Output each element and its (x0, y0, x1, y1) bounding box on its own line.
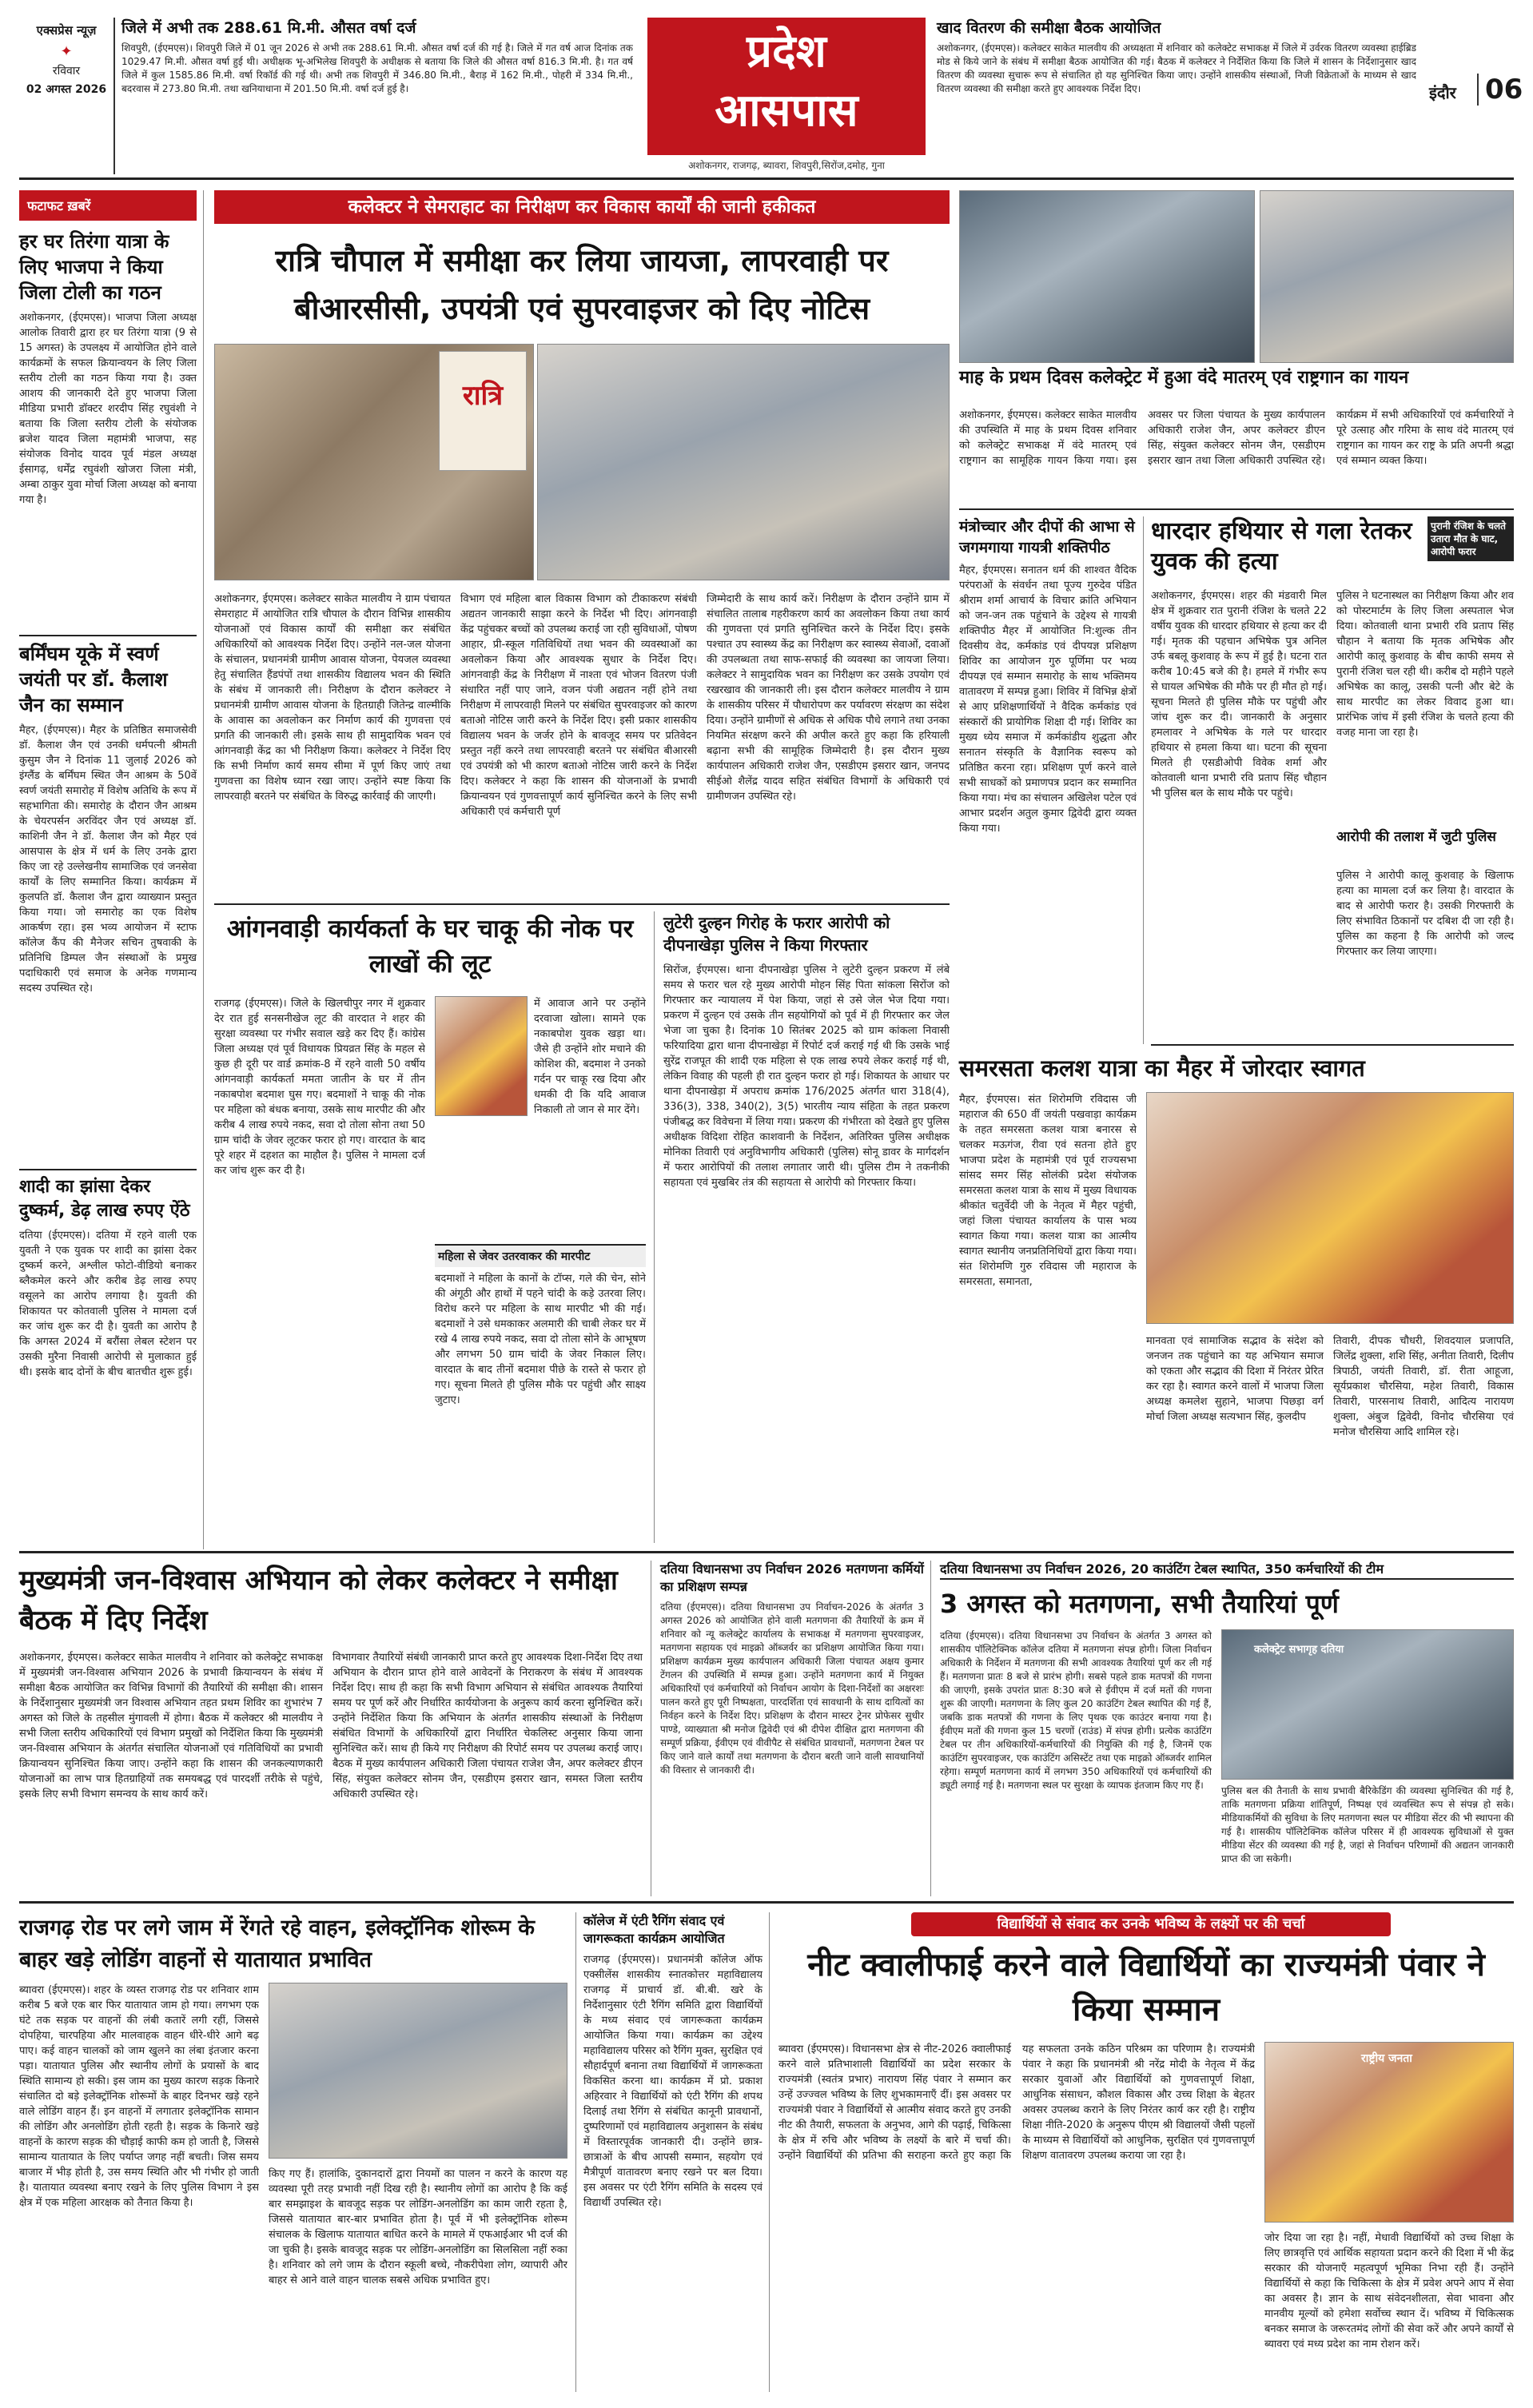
section-rule-1 (19, 1551, 1514, 1553)
masthead-rule (19, 177, 1514, 180)
vande-caption: माह के प्रथम दिवस कलेक्ट्रेट में हुआ वंदे मातरम् एवं राष्ट्रगान का गायन (959, 368, 1409, 388)
section-nameplate (647, 18, 926, 155)
top-right-story (937, 18, 1416, 169)
kalash-body: मैहर, ईएमएस। संत शिरोमणि रविदास जी महाराज की 650 वीं जयंती पखवाड़ा कार्यक्रम के तहत समरसता कलश यात्रा बनारस से चलकर मऊगंज, रीवा एवं सतना होते हुए भाजपा प्रदेश के महामंत्री एवं पूर्व राज्यसभा सांसद समर सिंह सोलंकी प्रदेश संयोजक समरसता कलश यात्रा के साथ में मुख्य विधायक श्रीकांत चतुर्वेदी जी के नेतृत्व में मैहर पहुंची, जहां जिला पंचायत कार्यालय के पास भव्य स्वागत किया गया। कलश यात्रा का आत्मीय स्वागत स्थानीय जनप्रतिनिधियों द्वारा किया गया। संत शिरोमणि गुरु रविदास जी महाराज के समरसता, समानता, (959, 1094, 1137, 1288)
fatafat-divider-2 (19, 1169, 197, 1170)
lead-headline: रात्रि चौपाल में समीक्षा कर लिया जायजा, लापरवाही पर बीआरसीसी, उपयंत्री एवं सुपरवाइजर को दिए नोटिस (275, 243, 889, 326)
col-separator-left (203, 190, 204, 1549)
vande-photo-2 (1260, 190, 1514, 363)
anganwadi-headline: आंगनवाड़ी कार्यकर्ता के घर चाकू की नोक पर लाखों की लूट (226, 915, 634, 979)
datia-count-kicker: दतिया विधानसभा उप निर्वाचन 2026, 20 काउंटिंग टेबल स्थापित, 350 कर्मचारियों की टीम (940, 1561, 1514, 1580)
ornament-icon: ✦ (60, 43, 73, 60)
top-left-headline: जिले में अभी तक 288.61 मि.मी. औसत वर्षा दर्ज (121, 19, 416, 37)
neet-body-2: जोर दिया जा रहा है। नहीं, मेधावी विद्यार्थियों को उच्च शिक्षा के लिए छात्रवृत्ति एवं आर्थिक सहायता प्रदान करने की दिशा में भी केंद्र सरकार की योजनाएँ महत्वपूर्ण भूमिका निभा रही हैं। उन्होंने विद्यार्थियों से कहा कि चिकित्सा के क्षेत्र में प्रवेश अपने आप में सेवा का अवसर है। ज्ञान के साथ संवेदनशीलता, सेवा भावना और मानवीय मूल्यों को हमेशा सर्वोच्च स्थान दें। भविष्य में चिकित्सक बनकर समाज के जरूरतमंद लोगों की सेवा करें और अपने कार्यों से ब्यावरा एवं मध्य प्रदेश का नाम रोशन करें। (1264, 2232, 1514, 2350)
col-separator-gayatri (1143, 516, 1144, 1044)
paper-name-box (19, 18, 115, 174)
datia-training-body: दतिया (ईएमएस)। दतिया विधानसभा उप निर्वाचन-2026 के अंतर्गत 3 अगस्त 2026 को आयोजित होने वाली मतगणना की तैयारियों के क्रम में शनिवार को न्यू कलेक्ट्रेट कार्यालय के सभाकक्ष में मतगणना सुपरवाइजर, मतगणना सहायक एवं माइक्रो ऑब्जर्वर का प्रशिक्षण आयोजित किया गया। प्रशिक्षण कार्यक्रम मुख्य कार्यपालन अधिकारी जिला पंचायत अक्षय कुमार टेंगलन की उपस्थिति में सम्पन्न हुआ। उन्होंने मतगणना कार्य में नियुक्त अधिकारियों एवं कर्मचारियों को निर्वाचन आयोग के दिशा-निर्देशों का अक्षरशः पालन करते हुए पूरी निष्पक्षता, पारदर्शिता एवं सावधानी के साथ दायित्वों का निर्वहन करने के निर्देश दिए। प्रशिक्षण के दौरान मास्टर ट्रेनर प्रोफेसर सुधीर पाण्डे, व्याख्याता श्री मनोज द्विवेदी एवं श्री दीपेश दीक्षित द्वारा मतगणना की सम्पूर्ण प्रक्रिया, ईवीएम एवं वीवीपैट से संबंधित प्रावधानों, मतगणना टेबल पर किए जाने वाले कार्यों तथा मतगणना के दौरान बरती जाने वाली सावधानियों की विस्तार से जानकारी दी। (660, 1601, 924, 1776)
anganwadi-body-right: में आवाज आने पर उन्होंने दरवाजा खोला। सामने एक नकाबपोश युवक खड़ा था। जैसे ही उन्होंने शोर मचाने की कोशिश की, बदमाश ने उनको गर्दन पर चाकू रख दिया और धमकी दी कि यदि आवाज निकाली तो जान से मार देंगे। (534, 998, 646, 1116)
murder-body-2: पुलिस ने घटनास्थल का निरीक्षण किया और शव को पोस्टमार्टम के लिए जिला अस्पताल भेज दिया। कोतवाली थाना प्रभारी रवि प्रताप सिंह चौहान ने बताया कि मृतक अभिषेक और आरोपी कालू कुशवाह के बीच काफी समय से पुरानी रंजिश चल रही थी। करीब दो महीने पहले अभिषेक का कालू, उसकी पत्नी और बेटे के साथ मारपीट का लेकर विवाद हुआ था। प्रारंभिक जांच में इसी रंजिश के चलते हत्या की वजह माना जा रहा है। (1336, 590, 1514, 739)
anganwadi-photo (435, 996, 528, 1116)
anganwadi-sub-body: बदमाशों ने महिला के कानों के टॉप्स, गले की चेन, सोने की अंगूठी और हाथों में पहने चांदी के कड़े उतरवा लिए। विरोध करने पर महिला के साथ मारपीट भी की गई। बदमाशों ने उसे धमकाकर अलमारी की चाबी लेकर घर में रखे 4 लाख रुपये नकद, सवा दो तोला सोने के आभूषण और लगभग 50 ग्राम चांदी के जेवर निकाल लिए। वारदात के बाद तीनों बदमाश पीछे के रास्ते से फरार हो गए। सूचना मिलते ही पुलिस मौके पर पहुंची और साक्ष्य जुटाए। (435, 1273, 646, 1406)
lead-kicker: कलेक्टर ने सेमराहाट का निरीक्षण कर विकास कार्यों की जानी हकीकत (214, 190, 950, 224)
murder-body: अशोकनगर, ईएमएस। शहर की मंडवारी मिल क्षेत्र में शुक्रवार रात पुरानी रंजिश के चलते 22 वर्षीय युवक की धारदार हथियार से हत्या कर दी गई। मृतक की पहचान अभिषेक पुत्र अनिल उर्फ बबलू कुशवाह के रूप में हुई है। घटना रात करीब 10:45 बजे की है। हमले में गंभीर रूप से घायल अभिषेक की मौके पर ही मौत हो गई। सूचना मिलते ही पुलिस मौके पर पहुंची और जांच शुरू कर दी। जानकारी के अनुसार हमलावर ने अभिषेक के गले पर धारदार हथियार से हमला किया था। घटना की सूचना मिलते ही एसडीओपी विवेक शर्मा और कोतवाली थाना प्रभारी रवि प्रताप सिंह चौहान भी पुलिस बल के साथ मौके पर पहुंचे। (1151, 590, 1327, 799)
lead-col-2: विभाग एवं महिला बाल विकास विभाग को टीकाकरण संबंधी अद्यतन जानकारी साझा करने के निर्देश भी दिए। आंगनवाड़ी केंद्र पहुंचकर बच्चों को उपलब्ध कराई जा रही सुविधाओं, पोषण आहार, प्री-स्कूल गतिविधियों तथा भवन की व्यवस्थाओं का अवलोकन किया और आवश्यक सुधार के निर्देश दिए। आंगनवाड़ी केंद्र के निरीक्षण में नाश्ता एवं भोजन वितरण पंजी संधारित नहीं पाए जाने, वजन पंजी अद्यतन नहीं होने तथा निरीक्षण में लापरवाही मिलने पर संबंधित सुपरवाइजर को कारण बताओ नोटिस जारी करने के निर्देश दिए। इसी प्रकार शासकीय विद्यालय भवन के जर्जर होने के बावजूद समय पर प्रतिवेदन प्रस्तुत नहीं करने तथा लापरवाही बरतने पर संबंधित बीआरसी एवं उपयंत्री को भी कारण बताओ नोटिस जारी करने के निर्देश दिए। कलेक्टर ने कहा कि शासन की योजनाओं के प्रभावी क्रियान्वयन एवं गुणवत्तापूर्ण कार्य सुनिश्चित करने के लिए सभी अधिकारी एवं कर्मचारी पूर्ण (460, 593, 697, 818)
top-left-story (121, 18, 633, 153)
fatafat-label: फटाफट ख़बरें (19, 190, 197, 221)
loot-bride-body: सिरोंज, ईएमएस। थाना दीपनाखेड़ा पुलिस ने लुटेरी दुल्हन प्रकरण में लंबे समय से फरार चल रहे मुख्य आरोपी मोहन सिंह पिता सांकला सिरोंज को गिरफ्तार कर न्यायालय में पेश किया, जहां से उसे जेल भेज दिया गया। प्रकरण में दुल्हन एवं उसके तीन सहयोगियों को पूर्व में ही गिरफ्तार कर जेल भेजा जा चुका है। दिनांक 10 सितंबर 2025 को ग्राम कांकला निवासी फरियादिया द्वारा थाना दीपनाखेड़ा में रिपोर्ट दर्ज कराई गई थी कि उसके भाई सुरेंद्र राजपूत की शादी एक महिला से एक लाख रुपये लेकर कराई गई थी, लेकिन विवाह की पहली ही रात दुल्हन फरार हो गई। शिकायत के आधार पर थाना दीपनाखेड़ा में अपराध क्रमांक 176/2025 अंतर्गत धारा 318(4), 336(3), 338, 340(2), 3(5) भारतीय न्याय संहिता के तहत प्रकरण पंजीबद्ध कर विवेचना में लिया गया। प्रकरण की गंभीरता को देखते हुए पुलिस अधीक्षक विदिशा रोहित काशवानी के निर्देशन, अतिरिक्त पुलिस अधीक्षक मोनिका तिवारी एवं अनुविभागीय अधिकारी (पुलिस) सोनू डावर के मार्गदर्शन में फरार आरोपियों की तलाश लगातार जारी थी। पुलिस टीम ने तकनीकी सहायता एवं मुखबिर तंत्र की सहायता से आरोपी को गिरफ्तार किया। (663, 964, 950, 1189)
jam-headline: राजगढ़ रोड पर लगे जाम में रेंगते रहे वाहन, इलेक्ट्रॉनिक शोरूम के बाहर खड़े लोडिंग वाहनों से यातायात प्रभावित (19, 1916, 535, 1972)
datia-count-body: दतिया (ईएमएस)। दतिया विधानसभा उप निर्वाचन के अंतर्गत 3 अगस्त को शासकीय पॉलिटेक्निक कॉलेज दतिया में मतगणना संपन्न होगी। जिला निर्वाचन अधिकारी के निर्देशन में मतगणना की सभी आवश्यक तैयारियां पूर्ण कर ली गई हैं। मतगणना प्रातः 8 बजे से प्रारंभ होगी। सबसे पहले डाक मतपत्रों की गणना की जाएगी, इसके उपरांत प्रातः 8:30 बजे से ईवीएम में दर्ज मतों की गणना शुरू की जाएगी। मतगणना के लिए कुल 20 काउंटिंग टेबल स्थापित की गई हैं, जबकि डाक मतपत्रों की गणना के लिए पृथक एक काउंटर बनाया गया है। ईवीएम मतों की गणना कुल 15 चरणों (राउंड) में संपन्न होगी। प्रत्येक काउंटिंग टेबल पर तीन अधिकारियों-कर्मचारियों की नियुक्ति की गई है, जिनमें एक काउंटिंग सुपरवाइजर, एक काउंटिंग असिस्टेंट तथा एक माइक्रो ऑब्जर्वर शामिल रहेगा। सम्पूर्ण मतगणना कार्य में लगभग 350 अधिकारियों एवं कर्मचारियों की ड्यूटी लगाई गई है। मतगणना स्थल पर सुरक्षा के व्यापक इंतजाम किए गए हैं। (940, 1630, 1212, 1791)
jam-body: ब्यावरा (ईएमएस)। शहर के व्यस्त राजगढ़ रोड पर शनिवार शाम करीब 5 बजे एक बार फिर यातायात जाम हो गया। लगभग एक घंटे तक सड़क पर वाहनों की लंबी कतारें लगी रहीं, जिससे दोपहिया, चारपहिया और मालवाहक वाहन धीरे-धीरे आगे बढ़ पाए। कई वाहन चालकों को जाम खुलने का लंबा इंतजार करना पड़ा। यातायात पुलिस और स्थानीय लोगों के प्रयासों के बाद स्थिति सामान्य हो सकी। इस जाम का मुख्य कारण सड़क किनारे संचालित दो बड़े इलेक्ट्रॉनिक शोरूमों के बाहर दिनभर खड़े रहने वाले लोडिंग वाहन हैं। इन वाहनों में लगातार इलेक्ट्रॉनिक सामान की लोडिंग और अनलोडिंग होती रहती है। सड़क के किनारे खड़े वाहनों के कारण सड़क की चौड़ाई काफी कम हो जाती है, जिससे सामान्य यातायात के लिए पर्याप्त जगह नहीं बचती। जिस समय बाजार में भीड़ होती है, उस समय स्थिति और भी गंभीर हो जाती है। यातायात व्यवस्था बनाए रखने के लिए पुलिस विभाग ने इस क्षेत्र में एक महिला आरक्षक को तैनात किया है। (19, 1984, 259, 2209)
neet-kicker: विद्यार्थियों से संवाद कर उनके भविष्य के लक्ष्यों पर की चर्चा (911, 1912, 1391, 1936)
cm-col-1: अशोकनगर, ईएमएस। कलेक्टर साकेत मालवीय ने शनिवार को कलेक्ट्रेट सभाकक्ष में मुख्यमंत्री जन-विश्वास अभियान 2026 के प्रभावी क्रियान्वयन के संबंध में समीक्षा बैठक आयोजित कर विभिन्न विभागों की तैयारियों की समीक्षा की। शासन के निर्देशानुसार मुख्यमंत्री जन विश्वास अभियान तहत प्रथम शिविर का शुभारंभ 7 अगस्त को जिले के तहसील मुंगावली में होगा। बैठक में कलेक्टर श्री मालवीय ने सभी जिला स्तरीय अधिकारियों एवं विभाग प्रमुखों को निर्देशित किया कि मुख्यमंत्री जन-विश्वास अभियान के अंतर्गत संचालित योजनाओं एवं गतिविधियों का प्रभावी क्रियान्वयन सुनिश्चित किया जाए। उन्होंने कहा कि शासन की जनकल्याणकारी योजनाओं का लाभ पात्र हितग्राहियों तक समयबद्ध एवं पारदर्शी तरीके से पहुंचे, इसके लिए सभी विभाग समन्वय के साथ कार्य करें। (19, 1652, 323, 1800)
college-story (583, 1912, 763, 2392)
fatafat-s1-headline: हर घर तिरंगा यात्रा के लिए भाजपा ने किया जिला टोली का गठन (19, 230, 169, 304)
college-headline: कॉलेज में एंटी रैगिंग संवाद एवं जागरूकता कार्यक्रम आयोजित (583, 1913, 725, 1946)
fatafat-s3-headline: शादी का झांसा देकर दुष्कर्म, डेढ़ लाख रुपए ऐंठे (19, 1177, 190, 1221)
jam-photo (269, 1983, 567, 2159)
col-separator-anganwadi (654, 911, 655, 1543)
kalash-headline: समरसता कलश यात्रा का मैहर में जोरदार स्वागत (959, 1054, 1365, 1082)
top-right-headline: खाद वितरण की समीक्षा बैठक आयोजित (937, 19, 1161, 37)
murder-headline: धारदार हथियार से गला रेतकर युवक की हत्या (1151, 517, 1412, 576)
neet-headline: नीट क्वालीफाई करने वाले विद्यार्थियों का राज्यमंत्री पंवार ने किया सम्मान (807, 1947, 1485, 2028)
kalash-body-3: तिवारी, दीपक चौधरी, शिवदयाल प्रजापति, जिलेंद्र शुक्ला, शशि सिंह, अनीता तिवारी, दिलीप त्रिपाठी, जयंती तिवारी, डॉ. रीता आहूजा, सूर्यप्रकाश चौरसिया, महेश तिवारी, विकास तिवारी, पारसनाथ तिवारी, आदित्य नारायण शुक्ला, अंबुज द्विवेदी, विनोद चौरसिया एवं मनोज चौरसिया आदि शामिल रहे। (1333, 1335, 1514, 1438)
vande-bottom-rule (959, 508, 1514, 510)
jam-body-2: किए गए हैं। हालांकि, दुकानदारों द्वारा नियमों का पालन न करने के कारण यह व्यवस्था पूरी तरह प्रभावी नहीं दिख रही है। स्थानीय लोगों का आरोप है कि कई बार समझाइश के बावजूद सड़क पर लोडिंग-अनलोडिंग का काम जारी रहता है, जिससे यातायात बार-बार प्रभावित होता है। पूर्व में भी इलेक्ट्रॉनिक शोरूम संचालक के खिलाफ यातायात बाधित करने के मामले में एफआईआर भी दर्ज की जा चुकी है। इसके बावजूद सड़क पर लोडिंग-अनलोडिंग का सिलसिला नहीं रुका है। शनिवार को लगे जाम के दौरान स्कूली बच्चे, नौकरीपेशा लोग, व्यापारी और बाहर से आने वाले वाहन चालक सबसे अधिक प्रभावित हुए। (269, 2168, 567, 2286)
page-number: 06 (1477, 74, 1523, 106)
lead-col-3: जिम्मेदारी के साथ कार्य करें। निरीक्षण के दौरान उन्होंने ग्राम में संचालित तालाब गहरीकरण कार्य का अवलोकन किया तथा कार्य की गुणवत्ता एवं प्रगति सुनिश्चित करने के निर्देश दिए। इसके पश्चात उप स्वास्थ्य केंद्र का निरीक्षण कर स्वास्थ्य सेवाओं, दवाओं की उपलब्धता तथा साफ-सफाई की व्यवस्था का जायजा लिया। कलेक्टर ने सामुदायिक भवन का निरीक्षण कर उसके उपयोग एवं रखरखाव की जानकारी ली। इस दौरान कलेक्टर मालवीय ने ग्राम के शासकीय परिसर में पौधारोपण कर पर्यावरण संरक्षण का संदेश दिया। उन्होंने ग्रामीणों से अधिक से अधिक पौधे लगाने तथा उनका नियमित संरक्षण करने की अपील करते हुए कहा कि हरियाली बढ़ाना सभी की सामूहिक जिम्मेदारी है। इस दौरान मुख्य कार्यपालन अधिकारी राजेश जैन, एसडीएम इसरार खान, जनपद सीईओ शैलेंद्र यादव सहित संबंधित विभागों के अधिकारी एवं ग्रामीणजन उपस्थित रहे। (707, 593, 950, 803)
datia-count-headline: 3 अगस्त को मतगणना, सभी तैयारियां पूर्ण (940, 1589, 1339, 1619)
top-right-body: अशोकनगर, (ईएमएस)। कलेक्टर साकेत मालवीय की अध्यक्षता में शनिवार को कलेक्टेट सभाकक्ष में जिले में उर्वरक वितरण व्यवस्था हाईब्रिड मोड से किये जाने के संबंध में समीक्षा बैठक आयोजित की गई। बैठक में कलेक्टर ने निर्देशित किया कि जिले में शासन के निर्देशानुसार खाद वितरण की व्यवस्था सुचारू रूप से संचालित हो यह सुनिश्चित किया जाए। उन्होंने शासकीय संस्थाओं, निजी विक्रेताओं के माध्यम से खाद वितरण व्यवस्था की समीक्षा करते हुए आवश्यक निर्देश दिए। (937, 42, 1416, 94)
col-separator-college (769, 1912, 770, 2392)
neet-body: ब्यावरा (ईएमएस)। विधानसभा क्षेत्र से नीट-2026 क्वालीफाई करने वाले प्रतिभाशाली विद्यार्थियों का प्रदेश सरकार के राज्यमंत्री (स्वतंत्र प्रभार) नारायण सिंह पंवार ने सम्मान कर उन्हें उज्ज्वल भविष्य के लिए शुभकामनाएँ दीं। इस अवसर पर राज्यमंत्री पंवार ने विद्यार्थियों से आत्मीय संवाद करते हुए उनकी नीट की तैयारी, सफलता के अनुभव, आगे की पढ़ाई, चिकित्सा के क्षेत्र में रुचि और भविष्य के लक्ष्यों के बारे में चर्चा की। उन्होंने विद्यार्थियों की प्रतिभा की सराहना करते हुए कहा कि यह सफलता उनके कठिन परिश्रम का परिणाम है। राज्यमंत्री पंवार ने कहा कि प्रधानमंत्री श्री नरेंद्र मोदी के नेतृत्व में केंद्र सरकार युवाओं और विद्यार्थियों को गुणवत्तापूर्ण शिक्षा, आधुनिक संसाधन, कौशल विकास और उच्च शिक्षा के बेहतर अवसर उपलब्ध कराने के लिए निरंतर कार्य कर रही है। राष्ट्रीय शिक्षा नीति-2020 के अनुरूप पीएम श्री विद्यालयों जैसी पहलों के माध्यम से विद्यार्थियों को आधुनिक, सुरक्षित एवं गुणवत्तापूर्ण शिक्षण वातावरण उपलब्ध कराया जा रहा है। (778, 2043, 1255, 2162)
lead-col-1: अशोकनगर, ईएमएस। कलेक्टर साकेत मालवीय ने ग्राम पंचायत सेमराहाट में आयोजित रात्रि चौपाल के दौरान विभिन्न शासकीय योजनाओं एवं विकास कार्यों की समीक्षा कर संबंधित अधिकारियों को आवश्यक निर्देश दिए। उन्होंने नल-जल योजना के संचालन, प्रधानमंत्री ग्रामीण आवास योजना, पेयजल व्यवस्था हेतु संचालित हैंडपंपों तथा शासकीय विद्यालय भवन की स्थिति के संबंध में जानकारी ली। निरीक्षण के दौरान कलेक्टर ने प्रधानमंत्री ग्रामीण आवास योजना के हितग्राही जितेन्द्र वाल्मीकि के आवास का अवलोकन कर निर्माण कार्य की गुणवत्ता एवं प्रगति की जानकारी ली। इसके साथ ही सामुदायिक भवन एवं आंगनवाड़ी केंद्र का भी निरीक्षण किया। कलेक्टर ने निर्देश दिए कि सभी निर्माण कार्य समय सीमा में पूर्ण किए जाएं तथा गुणवत्ता का विशेष ध्यान रखा जाए। उन्होंने स्पष्ट किया कि लापरवाही बरतने पर संबंधित के विरुद्ध कार्रवाई की जाएगी। (214, 593, 451, 803)
col-separator-jam (575, 1912, 576, 2392)
murder-sub-body: पुलिस ने आरोपी कालू कुशवाह के खिलाफ हत्या का मामला दर्ज कर लिया है। वारदात के बाद से आरोपी फरार है। उसकी गिरफ्तारी के लिए संभावित ठिकानों पर दबिश दी जा रही है। पुलिस का कहना है कि आरोपी को जल्द गिरफ्तार कर लिया जाएगा। (1336, 870, 1514, 958)
section-rule-2 (19, 1901, 1514, 1904)
gayatri-story (959, 516, 1137, 1081)
fatafat-s3-body: दतिया (ईएमएस)। दतिया में रहने वाली एक युवती ने एक युवक पर शादी का झांसा देकर दुष्कर्म करने, अश्लील फोटो-वीडियो बनाकर ब्लैकमेल करने और करीब डेढ़ लाख रुपए वसूलने का आरोप लगाया है। युवती की शिकायत पर कोतवाली पुलिस ने मामला दर्ज कर जांच शुरू कर दी है। युवती का आरोप है कि अगस्त 2024 में बरौंसा लेबल स्टेशन पर उसकी मुरैना निवासी आरोपी से मुलाकात हुई थी। इसके बाद दोनों के बीच बातचीत शुरू हुई। (19, 1230, 197, 1378)
murder-bottom-rule (1151, 1044, 1514, 1046)
datia-count-body-2: पुलिस बल की तैनाती के साथ प्रभावी बैरिकेडिंग की व्यवस्था सुनिश्चित की गई है, ताकि मतगणना प्रक्रिया शांतिपूर्ण, निष्पक्ष एवं व्यवस्थित रूप से संपन्न हो सके। मीडियाकर्मियों की सुविधा के लिए मतगणना स्थल पर मीडिया सेंटर की भी स्थापना की गई है। शासकीय पॉलिटेक्निक कॉलेज परिसर में ही आवश्यक सुविधाओं से युक्त मीडिया सेंटर की व्यवस्था की गई है, जहां से निर्वाचन परिणामों की अद्यतन जानकारी प्राप्त की जा सकेगी। (1221, 1785, 1514, 1864)
college-body: राजगढ़ (ईएमएस)। प्रधानमंत्री कॉलेज ऑफ एक्सीलेंस शासकीय स्नातकोत्तर महाविद्यालय राजगढ़ में प्राचार्य डॉ. बी.बी. खरे के निर्देशानुसार एंटी रैगिंग समिति द्वारा विद्यार्थियों के मध्य संवाद एवं जागरूकता कार्यक्रम आयोजित किया गया। कार्यक्रम का उद्देश्य महाविद्यालय परिसर को रैगिंग मुक्त, सुरक्षित एवं सौहार्दपूर्ण बनाना तथा विद्यार्थियों में जागरूकता विकसित करना था। कार्यक्रम में प्रो. प्रकाश अहिरवार ने विद्यार्थियों को एंटी रैगिंग की शपथ दिलाई तथा रैगिंग से संबंधित कानूनी प्रावधानों, दुष्परिणामों एवं महाविद्यालय अनुशासन के संबंध में विस्तारपूर्वक जानकारी दी। उन्होंने छात्र-छात्राओं के बीच आपसी सम्मान, सहयोग एवं मैत्रीपूर्ण वातावरण बनाए रखने पर बल दिया। इस अवसर पर एंटी रैगिंग समिति के सदस्य एवं विद्यार्थी उपस्थित रहे। (583, 1954, 763, 2209)
vande-body: अशोकनगर, ईएमएस। कलेक्टर साकेत मालवीय की उपस्थिति में माह के प्रथम दिवस शनिवार को कलेक्ट्रेट सभाकक्ष में वंदे मातरम् एवं राष्ट्रगान का सामूहिक गायन किया गया। इस अवसर पर जिला पंचायत के मुख्य कार्यपालन अधिकारी राजेश जैन, अपर कलेक्टर डीएन सिंह, संयुक्त कलेक्टर सोनम जैन, एसडीएम इसरार खान तथा जिला अधिकारी उपस्थित रहे। कार्यक्रम में सभी अधिकारियों एवं कर्मचारियों ने पूरे उत्साह और गरिमा के साथ वंदे मातरम् एवं राष्ट्रगान का गायन कर राष्ट्र के प्रति अपनी श्रद्धा एवं सम्मान व्यक्त किया। (959, 409, 1514, 467)
section-title-1: प्रदेश (747, 26, 826, 78)
lead-photo-sign-text: रात्रि (462, 380, 504, 412)
neet-photo (1264, 2042, 1514, 2223)
top-left-body: शिवपुरी, (ईएमएस)। शिवपुरी जिले में 01 जून 2026 से अभी तक 288.61 मि.मी. औसत वर्षा दर्ज की गई है। जिले में गत वर्ष आज दिनांक तक 1029.47 मि.मी. औसत वर्षा हुई थी। अधीक्षक भू-अभिलेख शिवपुरी के अधीक्षक से बताया कि जिले की औसत वर्षा 816.3 मि.मी. है। गत वर्ष जिले में कुल 1585.86 मि.मी. वर्षा रिकॉर्ड की गई थी। अभी तक शिवपुरी में 346.80 मि.मी., बैराड़ में 162 मि.मी., पोहरी में 334 मि.मी., बदरवास में 273.80 मि.मी. तथा खनियाधाना में 201.50 मि.मी. वर्षा दर्ज हुई है। (121, 42, 633, 94)
lead-photo-2 (537, 344, 950, 580)
datia-training-story (660, 1561, 924, 1896)
kalash-body-2: मानवता एवं सामाजिक सद्भाव के संदेश को जनजन तक पहुंचाने का यह अभियान समाज को एकता और सद्भाव की दिशा में निरंतर प्रेरित कर रहा है। स्वागत करने वालों में भाजपा जिला अध्यक्ष कमलेश सुहाने, भाजपा पिछड़ा वर्ग मोर्चा जिला अध्यक्ष सत्यभान सिंह, कुलदीप (1146, 1335, 1324, 1423)
anganwadi-body: राजगढ़ (ईएमएस)। जिले के खिलचीपुर नगर में शुक्रवार देर रात हुई सनसनीखेज लूट की वारदात ने शहर की सुरक्षा व्यवस्था पर गंभीर सवाल खड़े कर दिए हैं। कांग्रेस जिला अध्यक्ष एवं पूर्व विधायक प्रियव्रत सिंह के महल से कुछ ही दूरी पर वार्ड क्रमांक-8 में रहने वाली 50 वर्षीय आंगनवाड़ी कार्यकर्ता ममता जातीन के घर में तीन नकाबपोश बदमाश घुस गए। बदमाशों ने चाकू की नोक पर महिला को बंधक बनाया, उसके साथ मारपीट की और करीब 4 लाख रुपये नकद, सवा दो तोला सोना तथा 50 ग्राम चांदी के जेवर लूटकर फरार हो गए। वारदात के बाद पूरे शहर में दहशत का माहौल है। पुलिस ने मामला दर्ज कर जांच शुरू कर दी है। (214, 998, 425, 1177)
datia-training-headline: दतिया विधानसभा उप निर्वाचन 2026 मतगणना कर्मियों का प्रशिक्षण सम्पन्न (660, 1561, 924, 1594)
loot-bride-headline: लुटेरी दुल्हन गिरोह के फरार आरोपी को दीपनाखेड़ा पुलिस ने किया गिरफ्तार (663, 913, 890, 955)
murder-subhead: आरोपी की तलाश में जुटी पुलिस (1336, 829, 1496, 845)
murder-tag: पुरानी रंजिश के चलते उतारा मौत के घाट, आरोपी फरार (1427, 516, 1514, 561)
datia-count-photo (1221, 1629, 1514, 1780)
city-label: इंदौर (1429, 83, 1456, 102)
day: रविवार (52, 65, 81, 78)
gayatri-headline: मंत्रोच्चार और दीपों की आभा से जगमगाया गायत्री शक्तिपीठ (959, 518, 1135, 556)
gayatri-body: मैहर, ईएमएस। सनातन धर्म की शाश्वत वैदिक परंपराओं के संवर्धन तथा पूज्य गुरुदेव पंडित श्रीराम शर्मा आचार्य के विचार क्रांति अभियान को जन-जन तक पहुंचाने के उद्देश्य से गायत्री शक्तिपीठ मैहर में आयोजित नि:शुल्क तीन दिवसीय वेद, कर्मकांड एवं दीपयज्ञ प्रशिक्षण शिविर का आयोजन गुरु पूर्णिमा पर भव्य दीपयज्ञ एवं सम्मान समारोह के साथ भक्तिमय वातावरण में सम्पन्न हुआ। शिविर में विभिन्न क्षेत्रों से आए प्रशिक्षणार्थियों ने वैदिक कर्मकांड एवं संस्कारों की प्रायोगिक शिक्षा दी गई। शिविर का मुख्य ध्येय समाज में कर्मकांडीय शुद्धता और सनातन संस्कृति के वैज्ञानिक स्वरूप को प्रतिष्ठित करना रहा। प्रशिक्षण पूर्ण करने वाले सभी साधकों को प्रमाणपत्र प्रदान कर सम्मानित किया गया। मंच का संचालन अखिलेश पटेल एवं आभार प्रदर्शन अतुल कुमार द्विवेदी द्वारा व्यक्त किया गया। (959, 564, 1137, 835)
lead-bottom-rule (214, 903, 950, 905)
kalash-photo (1146, 1092, 1514, 1324)
datia-count-banner: कलेक्ट्रेट सभागृह दतिया (1254, 1644, 1344, 1656)
regions-strip: अशोकनगर, राजगढ़, ब्यावरा, शिवपुरी,सिरोंज,दमोह, गुना (688, 160, 885, 171)
vande-photo-1 (959, 190, 1255, 363)
lead-photo-1 (214, 344, 534, 580)
fatafat-s2-body: मैहर, (ईएमएस)। मैहर के प्रतिष्ठित समाजसेवी डॉ. कैलाश जैन एवं उनकी धर्मपत्नी श्रीमती कुसुम जैन ने दिनांक 11 जुलाई 2026 को इंग्लैंड के बर्मिंघम स्थित जैन आश्रम के 50वें स्वर्ण जयंती समारोह में विशेष अतिथि के रूप में सहभागिता की। समारोह के दौरान जैन आश्रम के चेयरपर्सन अरविंदर जैन एवं अध्यक्ष डॉ. काशिनी जैन ने डॉ. कैलाश जैन को मैहर एवं आसपास के क्षेत्र में धर्म के लिए उनके द्वारा किए जा रहे उल्लेखनीय सामाजिक एवं जनसेवा कार्यों के लिए सम्मानित किया। कार्यक्रम में कुलपति डॉ. कैलाश जैन द्वारा व्याख्यान प्रस्तुत किया गया। जो समारोह का एक विशेष आकर्षण रहा। इस भव्य आयोजन में स्टाफ कॉलेज कैंप की मैनेजर सचिन तुषवाकी के प्रतिनिधि डिम्पल जैन संस्थाओं के प्रमुख पदाधिकारी एवं समाज के अनेक गणमान्य सदस्य उपस्थित रहे। (19, 724, 197, 995)
date: 02 अगस्त 2026 (26, 83, 107, 96)
loot-bride-story (663, 911, 950, 1543)
fatafat-divider-1 (19, 635, 197, 636)
cm-headline: मुख्यमंत्री जन-विश्वास अभियान को लेकर कलेक्टर ने समीक्षा बैठक में दिए निर्देश (19, 1565, 618, 1637)
paper-name: एक्सप्रेस न्यूज़ (36, 23, 97, 38)
fatafat-column (19, 190, 197, 1549)
lead-photo-sign (439, 351, 527, 471)
murder-story (1151, 516, 1514, 1044)
section-title-2: आसपास (715, 85, 858, 137)
neet-photo-banner: राष्ट्रीय जनता (1361, 2052, 1412, 2065)
cm-col-2: विभागवार तैयारियों संबंधी जानकारी प्राप्त करते हुए आवश्यक दिशा-निर्देश दिए तथा अभियान के दौरान प्राप्त होने वाले आवेदनों के निराकरण के संबंध में आवश्यक निर्देश दिए। साथ ही कहा कि सभी विभाग अभियान से संबंधित आवश्यक तैयारियां समय पर पूर्ण करें और निर्धारित कार्ययोजना के अनुरूप कार्य करना सुनिश्चित करें। उन्होंने निर्देशित किया कि अभियान के अंतर्गत शासकीय संस्थाओं के निरीक्षण संबंधित विभागों के अधिकारियों द्वारा निर्धारित चेकलिस्ट अनुसार किया जाना सुनिश्चित करें। साथ ही किये गए निरीक्षण की रिपोर्ट समय पर उपलब्ध कराई जाए। बैठक में मुख्य कार्यपालन अधिकारी जिला पंचायत राजेश जैन, अपर कलेक्टर डीएन सिंह, संयुक्त कलेक्टर सोनम जैन, एसडीएम इसरार खान, समस्त जिला स्तरीय अधिकारी उपस्थित रहे। (332, 1652, 643, 1800)
col-separator-datia (930, 1561, 931, 1896)
anganwadi-subhead: महिला से जेवर उतरवाकर की मारपीट (435, 1244, 646, 1267)
masthead (19, 18, 1523, 174)
fatafat-s1-body: अशोकनगर, (ईएमएस)। भाजपा जिला अध्यक्ष आलोक तिवारी द्वारा हर घर तिरंगा यात्रा (9 से 15 अगस्त) के उपलक्ष्य में आयोजित होने वाले कार्यक्रमों के सफल क्रियान्वयन के लिए जिला स्तरीय टोली का गठन किया गया है। उक्त आशय की जानकारी देते हुए भाजपा जिला मीडिया प्रभारी डॉक्टर शरदीप सिंह रघुवंशी ने बताया कि जिला स्तरीय टोली के संयोजक ब्रजेश यादव जिला महामंत्री भाजपा, सह संयोजक विनोद यादव पूर्व मंडल अध्यक्ष ईसागढ़, धर्मेंद्र रघुवंशी खोजरा जिला मंत्री, अम्बा ठाकुर युवा मोर्चा जिला अध्यक्ष को बनाया गया है। (19, 312, 197, 506)
fatafat-s2-headline: बर्मिंघम यूके में स्वर्ण जयंती पर डॉ. कैलाश जैन का सम्मान (19, 643, 168, 716)
